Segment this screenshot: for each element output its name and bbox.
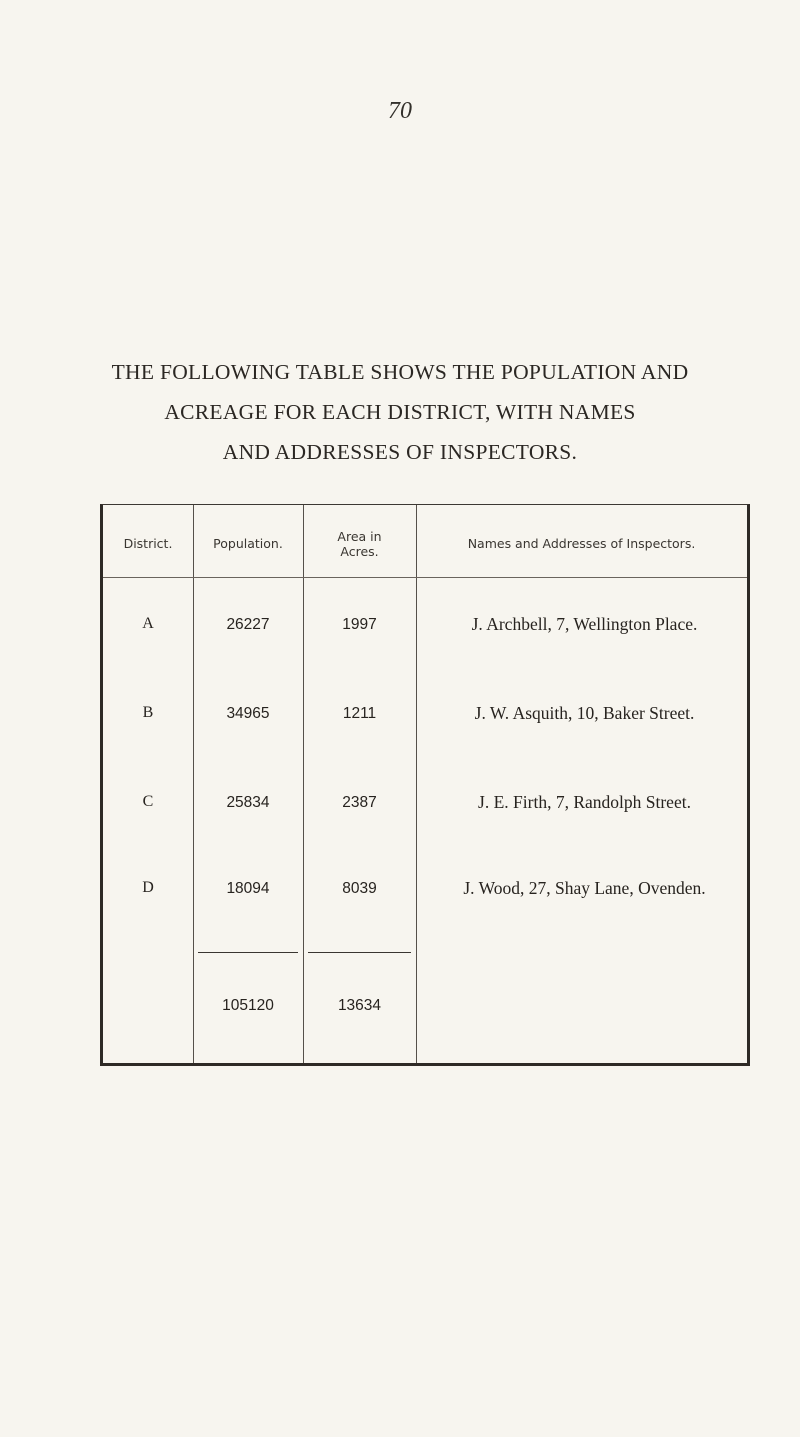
- population-cell: 25834: [226, 794, 270, 811]
- district-cell: A: [142, 615, 154, 632]
- district-table: [100, 504, 750, 1066]
- area-cell: 1211: [342, 705, 377, 722]
- area-cell: 2387: [342, 794, 377, 811]
- area-cell: 8039: [342, 880, 377, 897]
- inspector-cell: J. E. Firth, 7, Randolph Street.: [478, 792, 691, 812]
- heading-line-3: AND ADDRESSES OF INSPECTORS.: [222, 440, 578, 464]
- population-total: 105120: [222, 997, 274, 1014]
- header-inspectors: Names and Addresses of Inspectors.: [467, 536, 696, 551]
- header-area-line-2: Acres.: [340, 544, 379, 559]
- heading-line-2: ACREAGE FOR EACH DISTRICT, WITH NAMES: [164, 400, 636, 424]
- column-divider: [416, 505, 417, 1063]
- column-divider: [303, 505, 304, 1063]
- population-cell: 34965: [226, 705, 270, 722]
- heading-line-1: THE FOLLOWING TABLE SHOWS THE POPULATION AND: [111, 360, 689, 384]
- district-cell: B: [142, 704, 154, 721]
- inspector-cell: J. Archbell, 7, Wellington Place.: [471, 614, 698, 634]
- table-heading: [0, 352, 800, 472]
- header-population: Population.: [213, 536, 283, 551]
- header-area: [303, 529, 416, 559]
- header-area-line-1: Area in: [337, 529, 382, 544]
- district-cell: D: [142, 879, 154, 896]
- area-total: 13634: [337, 997, 382, 1014]
- population-total-rule: [198, 952, 298, 953]
- population-cell: 26227: [226, 616, 270, 633]
- inspector-cell: J. Wood, 27, Shay Lane, Ovenden.: [463, 878, 706, 898]
- area-cell: 1997: [342, 616, 377, 633]
- page-number: 70: [388, 98, 412, 124]
- column-divider: [193, 505, 194, 1063]
- district-cell: C: [142, 793, 154, 810]
- population-cell: 18094: [226, 880, 270, 897]
- header-district: District.: [123, 536, 173, 551]
- inspector-cell: J. W. Asquith, 10, Baker Street.: [474, 703, 695, 723]
- area-total-rule: [308, 952, 411, 953]
- header-divider: [103, 577, 747, 578]
